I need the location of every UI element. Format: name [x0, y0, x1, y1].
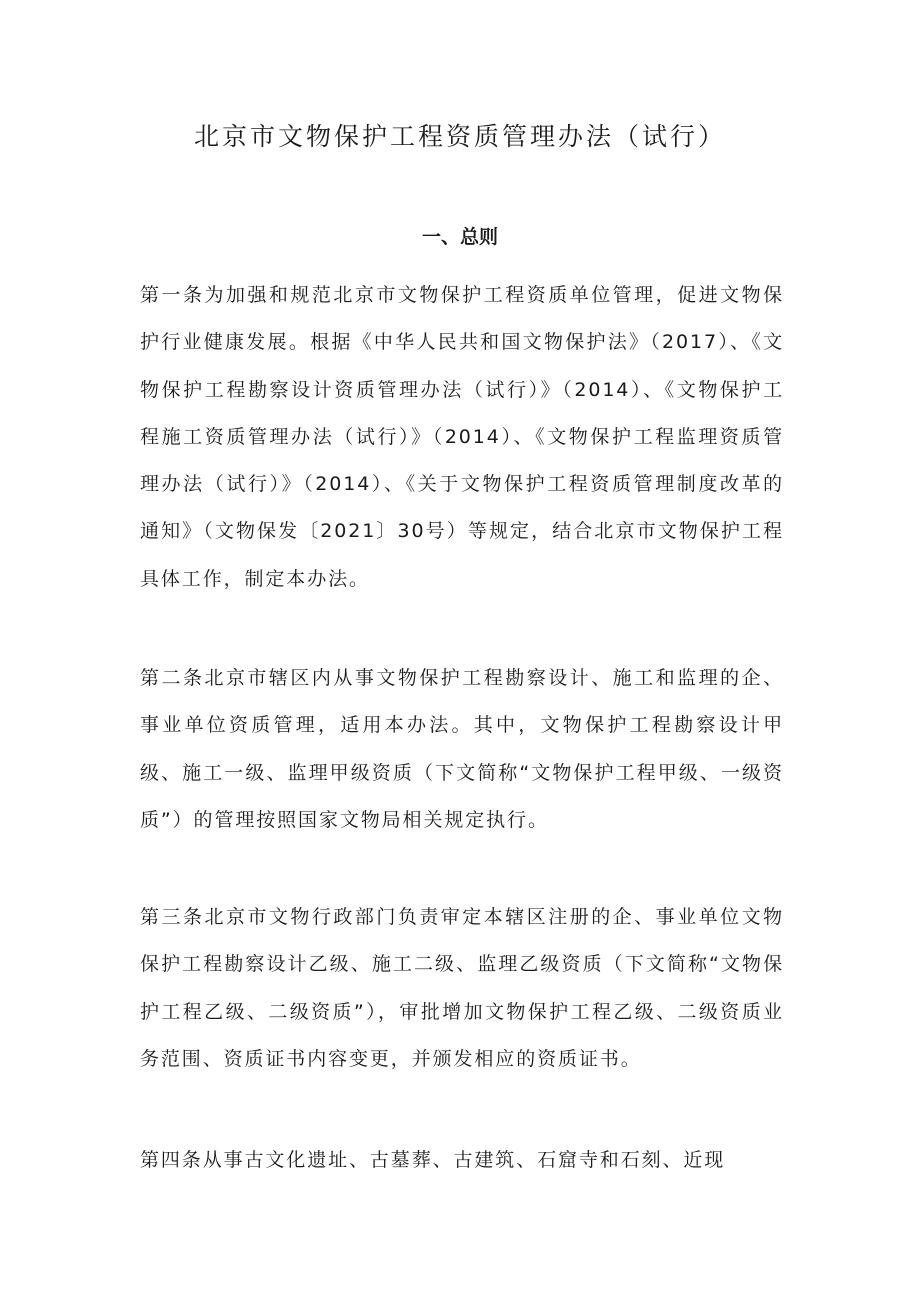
article-4: 第四条从事古文化遗址、古墓葬、古建筑、石窟寺和石刻、近现 [140, 1149, 726, 1171]
article-2: 第二条北京市辖区内从事文物保护工程勘察设计、施工和监理的企、事业单位资质管理，适用本办法。其中，文物保护工程勘察设计甲级、施工一级、监理甲级资质（下文简称“文物保护工程甲级、一级资质”）的管理按照国家文物局相关规定执行。 [140, 667, 784, 831]
article-1: 第一条为加强和规范北京市文物保护工程资质单位管理，促进文物保护行业健康发展。根据《中华人民共和国文物保护法》（2017）、《文物保护工程勘察设计资质管理办法（试行）》（2014）、《文物保护工程施工资质管理办法（试行）》（2014）、《文物保护工程监理资质管理办法（试行）》（2014）、《关于文物保护工程资质管理制度改革的通知》（文物保发〔2021〕30号）等规定，结合北京市文物保护工程具体工作，制定本办法。 [140, 284, 784, 590]
document-title: 北京市文物保护工程资质管理办法（试行） [193, 122, 726, 151]
section-heading: 一、总则 [421, 226, 498, 248]
article-3: 第三条北京市文物行政部门负责审定本辖区注册的企、事业单位文物保护工程勘察设计乙级、施工二级、监理乙级资质（下文简称“文物保护工程乙级、二级资质”），审批增加文物保护工程乙级、二级资质业务范围、资质证书内容变更，并颁发相应的资质证书。 [140, 906, 784, 1070]
